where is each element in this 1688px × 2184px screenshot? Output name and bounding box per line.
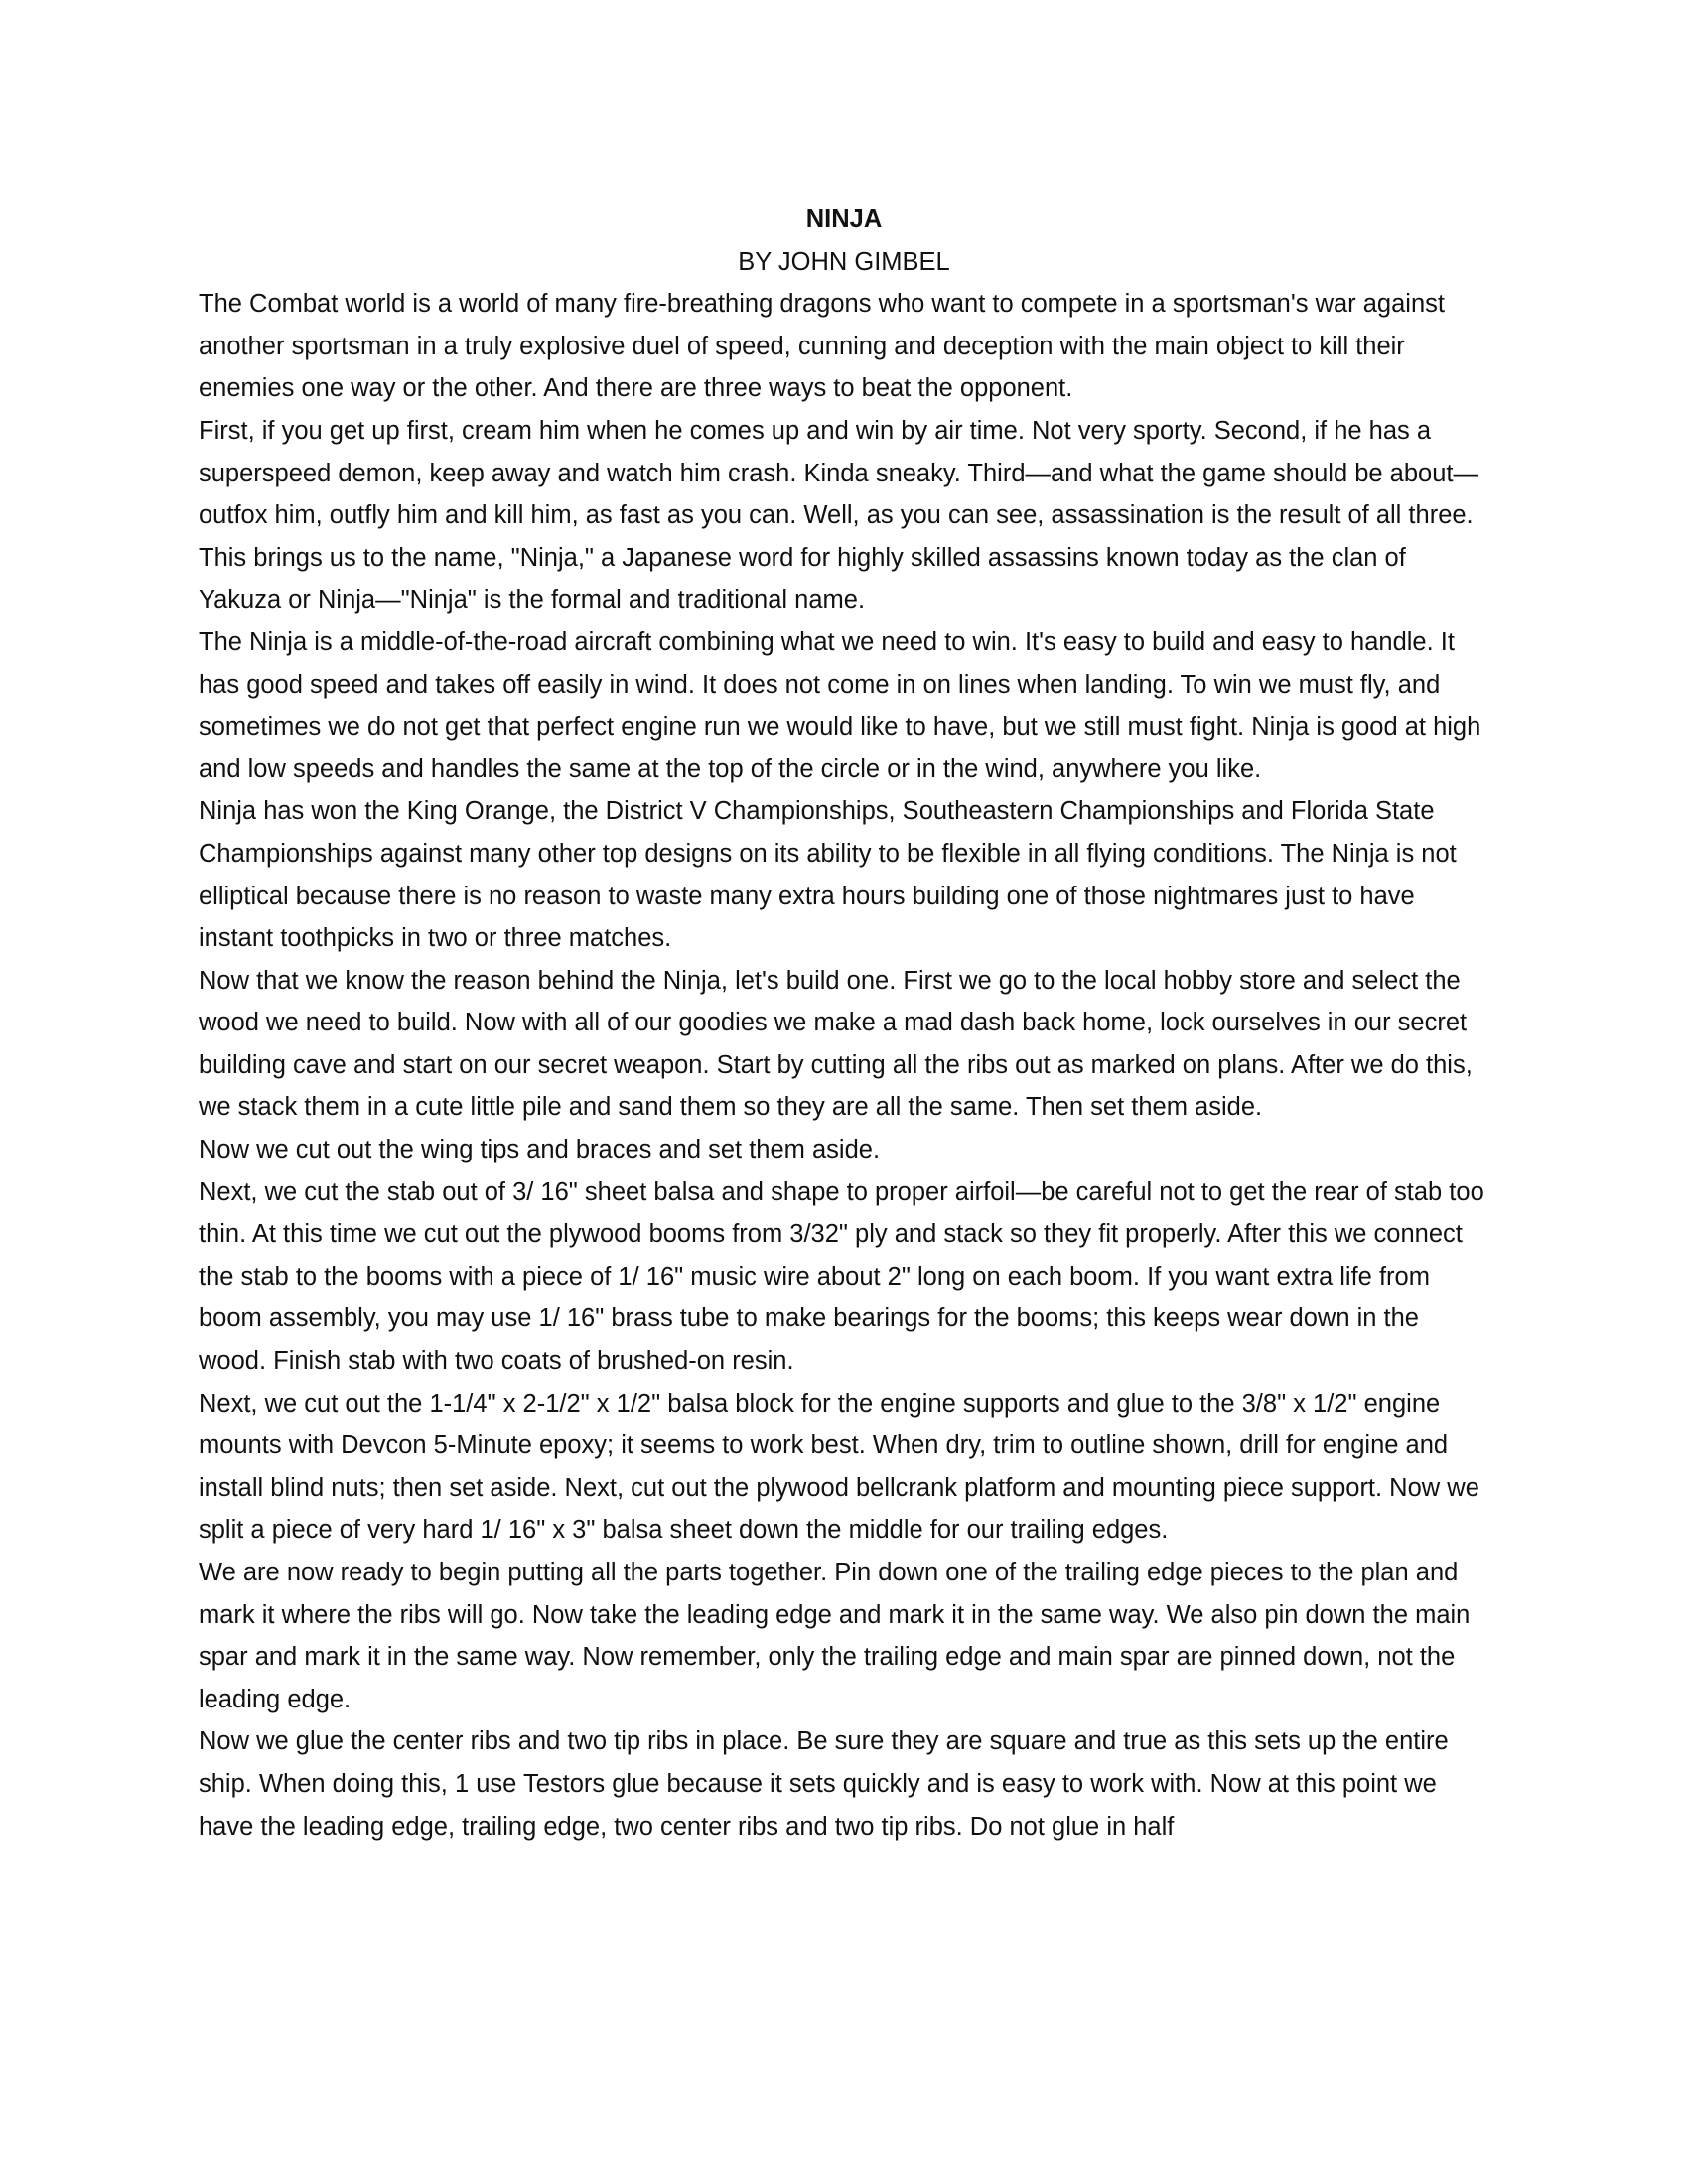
article-body	[199, 283, 1489, 1847]
paragraph-wing-tips: Now we cut out the wing tips and braces and set them aside.	[199, 1136, 881, 1164]
paragraph-cutting-ribs: Now that we know the reason behind the Ninja, let's build one. First we go to the local hobby store and select the wood we need to build. Now with all of our goodies we make a mad dash back home, lock ourselves in our secret building cave and start on our secret weapon. Start by cutting all the ribs out as marked on plans. After we do this, we stack them in a cute little pile and sand them so they are all the same. Then set them aside.	[199, 966, 1473, 1122]
paragraph-aircraft-overview: The Ninja is a middle-of-the-road aircraft combining what we need to win. It's easy to build and easy to handle. It has good speed and takes off easily in wind. It does not come in on lines when landing. To win we must fly, and sometimes we do not get that perfect engine run we would like to have, but we still must fight. Ninja is good at high and low speeds and handles the same at the top of the circle or in the wind, anywhere you like.	[199, 627, 1481, 783]
article-title: NINJA	[805, 205, 883, 233]
paragraph-championships: Ninja has won the King Orange, the District V Championships, Southeastern Championships and Florida State Championships against many other top designs on its ability to be flexible in all flying conditions. The Ninja is not elliptical because there is no reason to waste many extra hours building one of those nightmares just to have instant toothpicks in two or three matches.	[199, 797, 1457, 953]
paragraph-assembly: We are now ready to begin putting all the parts together. Pin down one of the trailing edge pieces to the plan and mark it where the ribs will go. Now take the leading edge and mark it in the same way. We also pin down the main spar and mark it in the same way. Now remember, only the trailing edge and main spar are pinned down, not the leading edge.	[199, 1559, 1471, 1713]
paragraph-three-ways: First, if you get up first, cream him when he comes up and win by air time. Not very sporty. Second, if he has a superspeed demon, keep away and watch him crash. Kinda sneaky. Third—and what the game should be about—outfox him, outfly him and kill him, as fast as you can. Well, as you can see, assassination is the result of all three. This brings us to the name, "Ninja," a Japanese word for highly skilled assassins known today as the clan of Yakuza or Ninja—"Ninja" is the formal and traditional name.	[199, 416, 1478, 614]
paragraph-engine-supports: Next, we cut out the 1-1/4" x 2-1/2" x 1/2" balsa block for the engine supports and glue to the 3/8" x 1/2" engine mounts with Devcon 5-Minute epoxy; it seems to work best. When dry, trim to outline shown, drill for engine and install blind nuts; then set aside. Next, cut out the plywood bellcrank platform and mounting piece support. Now we split a piece of very hard 1/ 16" x 3" balsa sheet down the middle for our trailing edges.	[199, 1389, 1479, 1545]
paragraph-center-ribs: Now we glue the center ribs and two tip ribs in place. Be sure they are square and true as this sets up the entire ship. When doing this, 1 use Testors glue because it sets quickly and is easy to work with. Now at this point we have the leading edge, trailing edge, two center ribs and two tip ribs. Do not glue in half	[199, 1727, 1449, 1841]
document-page	[199, 199, 1489, 1847]
paragraph-intro: The Combat world is a world of many fire-breathing dragons who want to compete in a sportsman's war against another sportsman in a truly explosive duel of speed, cunning and deception with the main object to kill their enemies one way or the other. And there are three ways to beat the opponent.	[199, 290, 1445, 403]
article-byline: BY JOHN GIMBEL	[738, 247, 950, 276]
paragraph-stab-and-booms: Next, we cut the stab out of 3/ 16" sheet balsa and shape to proper airfoil—be careful not to get the rear of stab too thin. At this time we cut out the plywood booms from 3/32" ply and stack so they fit properly. After this we connect the stab to the booms with a piece of 1/ 16" music wire about 2" long on each boom. If you want extra life from boom assembly, you may use 1/ 16" brass tube to make bearings for the booms; this keeps wear down in the wood. Finish stab with two coats of brushed-on resin.	[199, 1177, 1484, 1376]
